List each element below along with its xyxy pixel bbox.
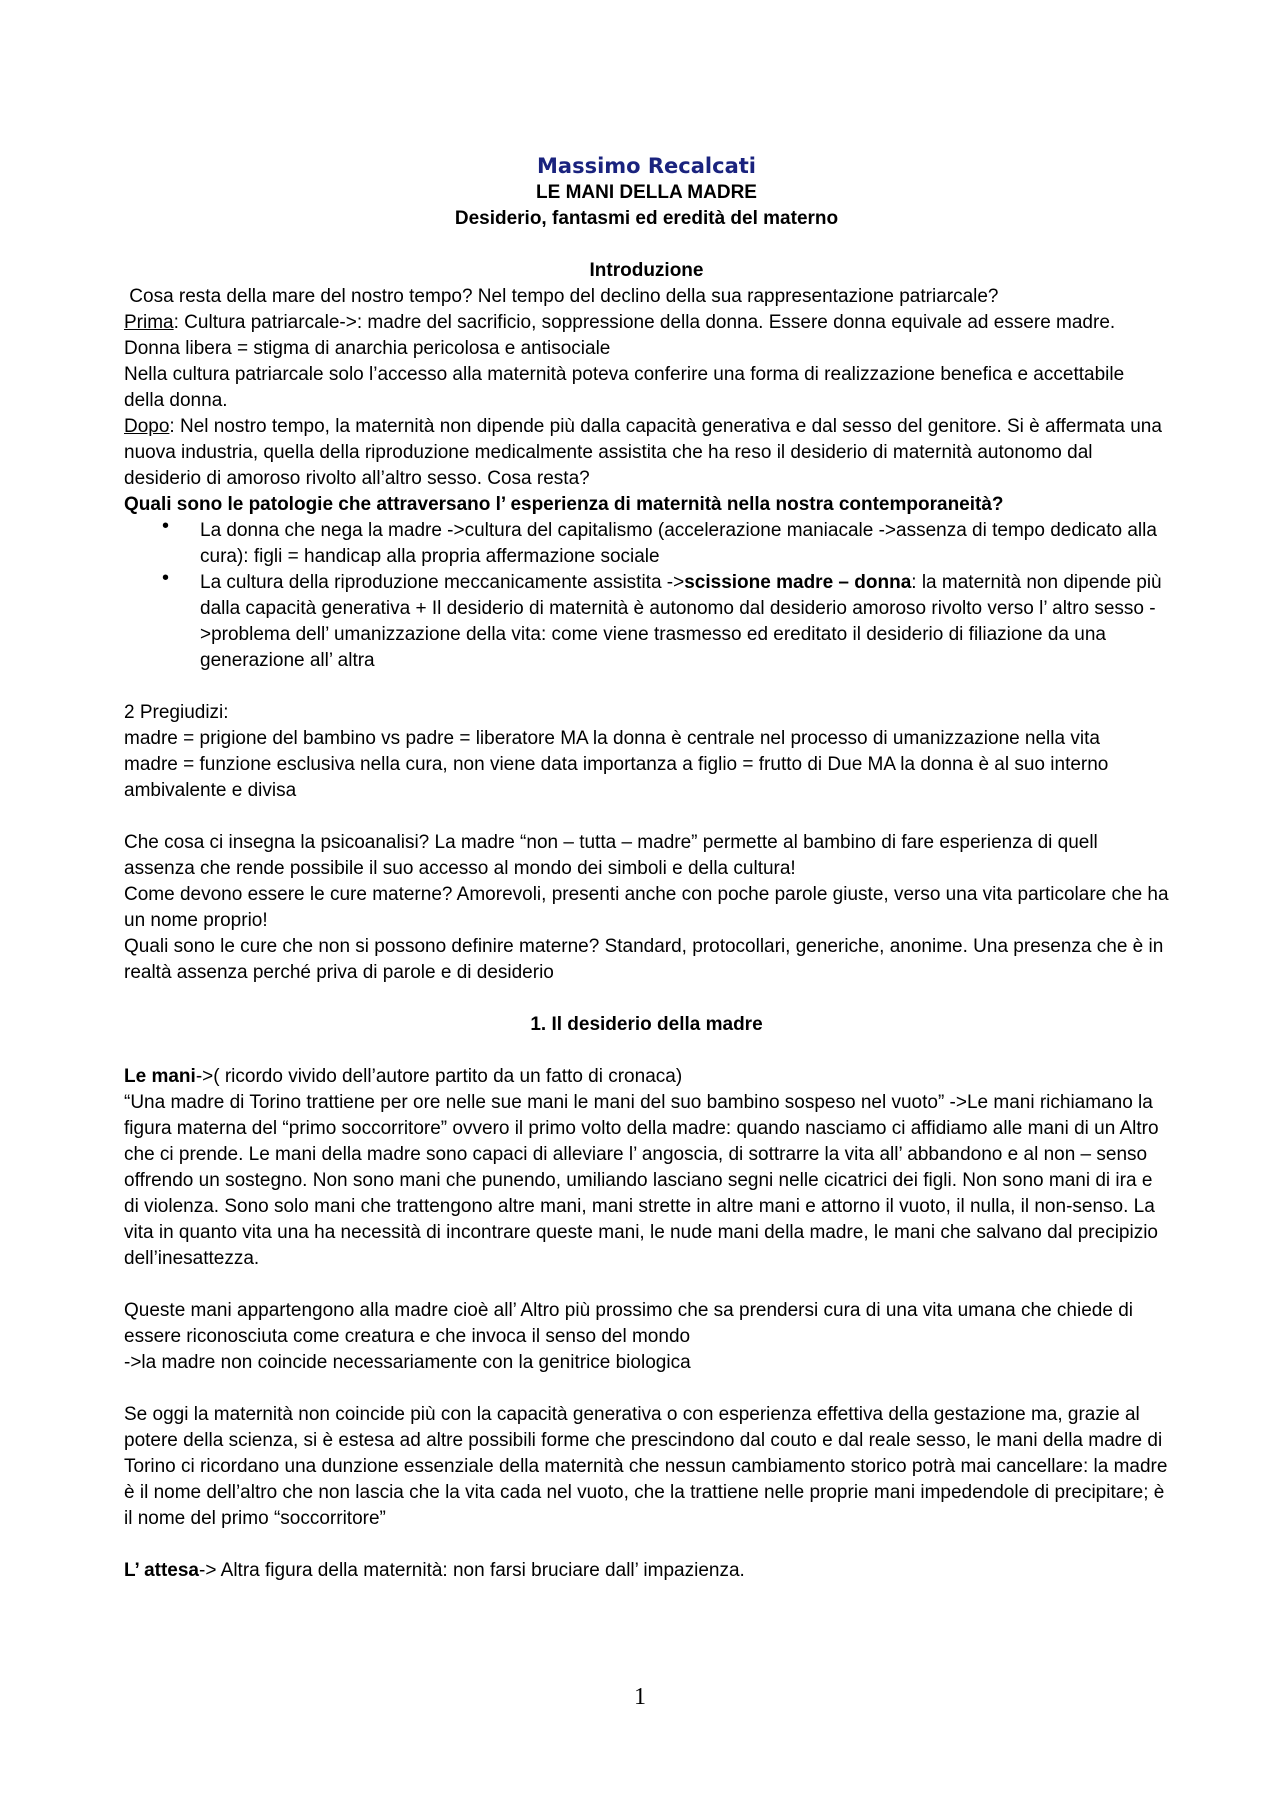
page-number: 1: [634, 1684, 646, 1710]
section-heading-introduzione: Introduzione: [589, 260, 704, 281]
pregiudizi-line-1: madre = prigione del bambino vs padre = liberatore MA la donna è centrale nel processo di umanizzazione nella vita: [124, 728, 1100, 749]
intro-question: Cosa resta della mare del nostro tempo? Nel tempo del declino della sua rappresentazione patriarcale?: [124, 286, 999, 307]
cultura-patriarcale-line: Nella cultura patriarcale solo l’accesso alla maternità poteva conferire una forma di realizzazione benefica e accettabile della donna.: [124, 364, 1125, 411]
psicoanalisi-paragraph: Che cosa ci insegna la psicoanalisi? La madre “non – tutta – madre” permette al bambino di fare esperienza di quell assenza che rende possibile il suo accesso al mondo dei simboli e della cultura!: [124, 832, 1098, 879]
spacer: [124, 674, 1169, 700]
mani-paragraph: “Una madre di Torino trattiene per ore nelle sue mani le mani del suo bambino sospeso nel vuoto” ->Le mani richiamano la figura materna del “primo soccorritore” ovvero il primo volto della madre: quando nasciamo ci affidiamo alle mani di un Altro che ci prende. Le mani della madre sono capaci di alleviare l’ angoscia, di sottrarre la vita all’ abbandono e al non – senso offrendo un sostegno. Non sono mani che punendo, umiliando lasciano segni nelle cicatrici dei figli. Non sono mani di ira e di violenza. Sono solo mani che trattengono altre mani, mani strette in altre mani e attorno il vuoto, il nulla, il non-senso. La vita in quanto vita una ha necessità di incontrare queste mani, le nude mani della madre, le mani che salvano dal precipizio dell’inesattezza.: [124, 1092, 1159, 1269]
list-item-text: La donna che nega la madre ->cultura del capitalismo (accelerazione maniacale ->assenza di tempo dedicato alla cura): figli = handicap alla propria affermazione sociale: [200, 520, 1157, 567]
book-subtitle: Desiderio, fantasmi ed eredità del materno: [454, 208, 839, 229]
queste-mani-paragraph: Queste mani appartengono alla madre cioè all’ Altro più prossimo che sa prendersi cura di una vita umana che chiede di essere riconosciuta come creatura e che invoca il senso del mondo: [124, 1300, 1133, 1347]
prima-paragraph: [124, 310, 1169, 336]
se-oggi-paragraph: Se oggi la maternità non coincide più con la capacità generativa o con esperienza effettiva della gestazione ma, grazie al potere della scienza, si è estesa ad altre possibili forme che prescindono dal couto e dal reale sesso, le mani della madre di Torino ci ricordano una dunzione essenziale della maternità che nessun cambiamento storico potrà mai cancellare: la madre è il nome dell’altro che non lascia che la vita cada nel vuoto, che la trattiene nelle proprie mani impedendole di precipitare; è il nome del primo “soccorritore”: [124, 1404, 1168, 1529]
book-title: LE MANI DELLA MADRE: [536, 182, 757, 203]
cure-non-materne-paragraph: Quali sono le cure che non si possono definire materne? Standard, protocollari, generiche, anonime. Una presenza che è in realtà assenza perché priva di parole e di desiderio: [124, 936, 1164, 983]
list-item-text-pre: La cultura della riproduzione meccanicamente assistita ->: [200, 572, 685, 593]
cure-materne-paragraph: Come devono essere le cure materne? Amorevoli, presenti anche con poche parole giuste, verso una vita particolare che ha un nome proprio!: [124, 884, 1169, 931]
spacer: [124, 1376, 1169, 1402]
mani-label: Le mani: [124, 1066, 196, 1087]
dopo-label: Dopo: [124, 416, 170, 437]
chapter-heading: 1. Il desiderio della madre: [530, 1014, 763, 1035]
bullet-icon: •: [162, 515, 170, 537]
spacer: [124, 1272, 1169, 1298]
author-name: Massimo Recalcati: [537, 154, 756, 178]
page-content: [124, 152, 1169, 1584]
prima-label: Prima: [124, 312, 174, 333]
spacer: [124, 804, 1169, 830]
mani-intro-line: [124, 1064, 1169, 1090]
list-item: [124, 515, 1169, 570]
spacer: [124, 232, 1169, 258]
spacer: [124, 1532, 1169, 1558]
pregiudizi-heading: 2 Pregiudizi:: [124, 702, 229, 723]
prima-text: : Cultura patriarcale->: madre del sacrificio, soppressione della donna. Essere donna equivale ad essere madre.: [173, 312, 1116, 333]
donna-libera-line: Donna libera = stigma di anarchia pericolosa e antisociale: [124, 338, 611, 359]
list-item-text-bold: scissione madre – donna: [684, 572, 912, 593]
dopo-paragraph: [124, 414, 1169, 492]
list-item: [124, 567, 1169, 674]
dopo-text: : Nel nostro tempo, la maternità non dipende più dalla capacità generativa e dal sesso del genitore. Si è affermata una nuova industria, quella della riproduzione medicalmente assistita che ha reso il desiderio di maternità autonomo dal desiderio di amoroso rivolto all’altro sesso. Cosa resta?: [124, 416, 1162, 489]
spacer: [124, 1038, 1169, 1064]
pregiudizi-line-2: madre = funzione esclusiva nella cura, non viene data importanza a figlio = frutto di Due MA la donna è al suo interno ambivalente e divisa: [124, 754, 1109, 801]
spacer: [124, 986, 1169, 1012]
patologie-list: [124, 515, 1169, 674]
attesa-label: L’ attesa: [124, 1560, 199, 1581]
mani-intro-text: ->( ricordo vivido dell’autore partito da un fatto di cronaca): [195, 1066, 683, 1087]
genitrice-line: ->la madre non coincide necessariamente con la genitrice biologica: [124, 1352, 691, 1373]
list-item-text-post: : la maternità non dipende più dalla capacità generativa + Il desiderio di maternità è autonomo dal desiderio amoroso rivolto verso l’ altro sesso ->problema dell’ umanizzazione della vita: come viene trasmesso ed ereditato il desiderio di filiazione da una generazione all’ altra: [200, 572, 1162, 671]
patologie-question: Quali sono le patologie che attraversano l’ esperienza di maternità nella nostra contemporaneità?: [124, 494, 1004, 515]
list-item-text: [200, 572, 1162, 671]
attesa-text: -> Altra figura della maternità: non farsi bruciare dall’ impazienza.: [199, 1560, 745, 1581]
bullet-icon: •: [162, 567, 170, 589]
attesa-line: [124, 1558, 1169, 1584]
